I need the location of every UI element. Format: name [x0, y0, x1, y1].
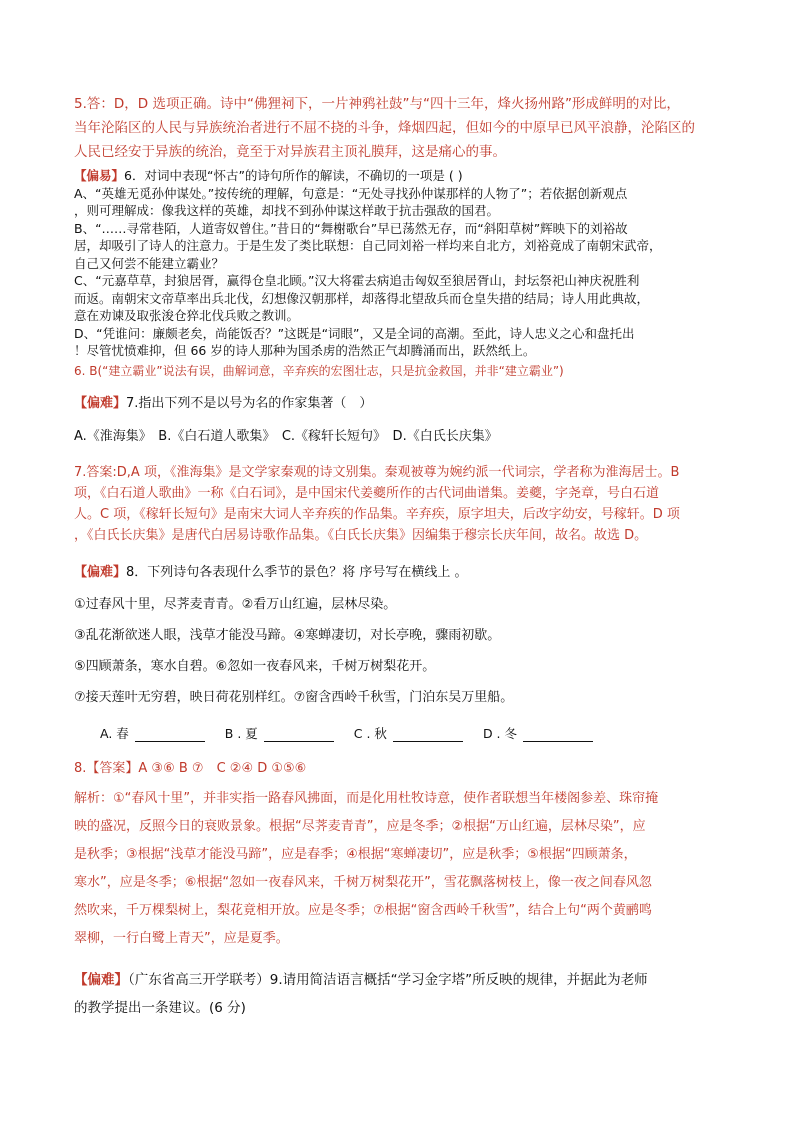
blank-autumn-field[interactable] — [393, 727, 463, 742]
blank-spring-field[interactable] — [135, 727, 205, 742]
blank-label-winter: D . 冬 — [482, 725, 517, 741]
difficulty-tag: 【偏难】 — [74, 971, 128, 988]
q6-option-line: 居，却吸引了诗人的注意力。于是生发了类比联想：自己同刘裕一样均来自北方，刘裕竟成了南朝宋武帝， — [74, 238, 662, 253]
q8-answer-blanks — [100, 724, 726, 742]
q7-stem-line — [74, 397, 726, 417]
q6-stem-line — [74, 170, 726, 188]
blank-summer-field[interactable] — [264, 727, 334, 742]
q7-answer-line: ，《白氏长庆集》是唐代白居易诗歌作品集。《白氏长庆集》因编集于穆宗长庆年间，故名。故选 D。 — [74, 527, 648, 543]
q8-poem-line: ①过春风十里，尽荠麦青青。②看万山红遍，层林尽染。 — [74, 596, 397, 612]
q9-stem-line-2: 的教学提出一条建议。(6 分) — [74, 999, 246, 1016]
q8-analysis-line: 翠柳，一行白鹭上青天”，应是夏季。 — [74, 930, 289, 946]
q6-option-line: 自己又何尝不能建立霸业？ — [74, 255, 225, 271]
q6-option-line: C、“元嘉草草，封狼居胥，赢得仓皇北顾。”汉大将霍去病追击匈奴至狼居胥山，封坛祭祀山神庆祝胜利 — [74, 273, 640, 288]
difficulty-tag: 【偏难】 — [74, 395, 127, 411]
blank-label-autumn: C . 秋 — [353, 725, 387, 741]
q8-poem-line: ③乱花渐欲迷人眼，浅草才能没马蹄。④寒蝉凄切，对长亭晚，骤雨初歇。 — [74, 627, 501, 643]
q8-poem-line: ⑦接天莲叶无穷碧，映日荷花别样红。⑦窗含西岭千秋雪，门泊东吴万里船。 — [74, 689, 514, 705]
q6-option-line: 而返。南朝宋文帝草率出兵北伐，幻想像汉朝那样，却落得北望敌兵而仓皇失措的结局；诗人用此典故， — [74, 290, 650, 306]
q8-analysis-line: 然吹来，千万棵梨树上，梨花竟相开放。应是冬季；⑦根据“窗含西岭千秋雪”，结合上句“两个黄鹂鸣 — [74, 902, 652, 918]
q7-answer — [74, 466, 726, 550]
q5-answer — [74, 98, 726, 170]
q6-answer — [74, 365, 726, 383]
q7-answer-line: 人。C 项，《稼轩长短句》是南宋大词人辛弃疾的作品集。辛弃疾，原字坦夫，后改字幼安，号稼轩。D 项 — [74, 506, 680, 522]
q6-option-line: D、“凭谁问：廉颇老矣，尚能饭否？”这既是“词眼”，又是全词的高潮。至此，诗人忠义之心和盘托出 — [74, 325, 635, 341]
blank-label-summer: B . 夏 — [224, 725, 258, 741]
q6-option-line: ！尽管忧愤难抑，但 66 岁的诗人那种为国杀虏的浩然正气却腾涌而出，跃然纸上。 — [74, 343, 536, 358]
q7-answer-line: 项，《白石道人歌曲》一称《白石词》，是中国宋代姜夔所作的古代词曲谱集。姜夔，字尧章，号白石道 — [74, 485, 660, 501]
document-page — [74, 98, 726, 1030]
q8-answer-head: 8.【答案】A ③⑥ B ⑦ C ②④ D ①⑤⑥ — [74, 760, 307, 776]
q8-stem-line — [74, 566, 726, 588]
q5-answer-line: 当年沦陷区的人民与异族统治者进行不屈不挠的斗争，烽烟四起，但如今的中原早已风平浪静，沦陷区的 — [74, 120, 695, 136]
q6-option-line: B、“……寻常巷陌，人道寄奴曾住。”昔日的“舞榭歌台”早已荡然无存，而“斜阳草树”辉映下的刘裕故 — [74, 220, 628, 236]
q6-answer-line: 6. B(“建立霸业”说法有误，曲解词意，辛弃疾的宏图壮志，只是抗金救国，并非“建立霸业”) — [74, 363, 564, 378]
blank-winter-field[interactable] — [523, 727, 593, 742]
q9-stem: （广东省高三开学联考）9.请用简洁语言概括“学习金字塔”所反映的规律，并据此为老师 — [128, 971, 648, 988]
q8-analysis-line: 解析：①“春风十里”，并非实指一路春风拂面，而是化用杜牧诗意，使作者联想当年楼阁参差、珠帘掩 — [74, 790, 659, 806]
q8-stem: 8．下列诗句各表现什么季节的景色？将 序号写在横线上 。 — [126, 564, 468, 580]
q6-question — [74, 170, 726, 363]
q8-answer — [74, 762, 726, 960]
q9-stem-line — [74, 971, 726, 1002]
q9-question — [74, 971, 726, 1030]
q6-stem: 6．对词中表现“怀古”的诗句所作的解读，不确切的一项是 ( ) — [124, 168, 463, 183]
difficulty-tag: 【偏易】 — [74, 168, 125, 183]
q7-options: A.《淮海集》 B.《白石道人歌集》 C.《稼轩长短句》 D.《白氏长庆集》 — [74, 428, 498, 444]
q6-option-line: 意在劝谏及取张浚仓猝北伐兵败之教训。 — [74, 308, 300, 323]
q8-analysis-line: 寒水”，应是冬季；⑥根据“忽如一夜春风来，千树万树梨花开”，雪花飘落树枝上，像一夜之间春风忽 — [74, 874, 652, 890]
difficulty-tag: 【偏难】 — [74, 564, 127, 580]
q7-stem: 7.指出下列不是以号为名的作家集著（ ） — [126, 395, 373, 411]
q6-option-line: A、“英雄无觅孙仲谋处。”按传统的理解，句意是：“无处寻找孙仲谋那样的人物了”；若依据创新观点 — [74, 185, 628, 201]
q8-question — [74, 566, 726, 742]
q8-poem-line: ⑤四顾萧条，寒水自碧。⑥忽如一夜春风来，千树万树梨花开。 — [74, 658, 436, 674]
q6-option-line: ，则可理解成：像我这样的英雄，却找不到孙仲谋这样敢于抗击强敌的国君。 — [74, 203, 500, 218]
blank-label-spring: A. 春 — [100, 725, 129, 741]
q8-analysis-line: 映的盛况，反照今日的衰败景象。根据“尽荠麦青青”，应是冬季；②根据“万山红遍，层林尽染”，应 — [74, 818, 646, 834]
q5-answer-line: 人民已经安于异族的统治，竟至于对异族君主顶礼膜拜，这是痛心的事。 — [74, 144, 506, 160]
q8-analysis-line: 是秋季；③根据“浅草才能没马蹄”，应是春季；④根据“寒蝉凄切”，应是秋季；⑤根据“四顾萧条， — [74, 846, 637, 862]
q5-answer-line: 5.答：D，D 选项正确。诗中“佛狸祠下，一片神鸦社鼓”与“四十三年，烽火扬州路”形成鲜明的对比， — [74, 96, 680, 112]
q7-question — [74, 397, 726, 450]
q7-answer-line: 7.答案:D,A 项，《淮海集》是文学家秦观的诗文别集。秦观被尊为婉约派一代词宗，学者称为淮海居士。B — [74, 464, 680, 480]
